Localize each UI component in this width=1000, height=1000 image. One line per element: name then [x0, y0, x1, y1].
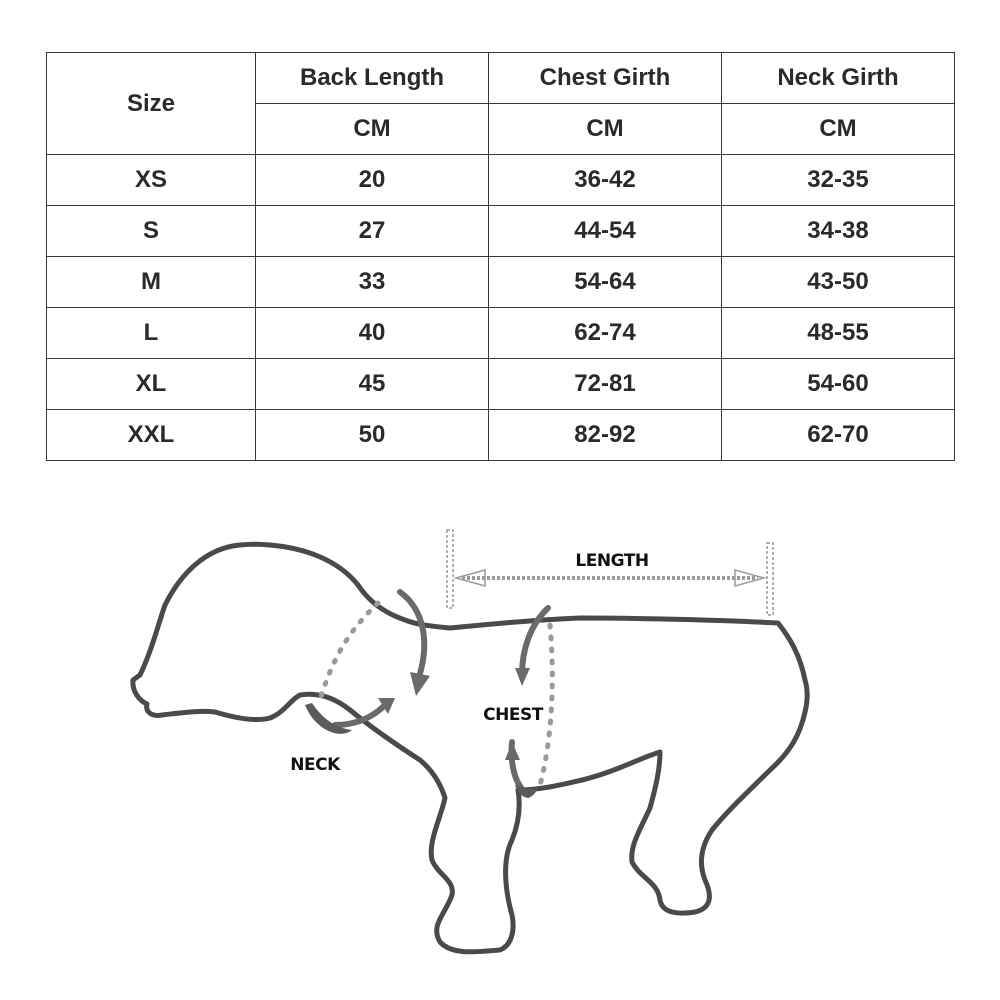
- table-row: [47, 206, 955, 257]
- header-chest-girth: Chest Girth: [489, 53, 722, 104]
- cell-back-length: 40: [256, 308, 489, 359]
- length-guide-left: [447, 530, 453, 608]
- cell-chest-girth: 82-92: [489, 410, 722, 461]
- cell-chest-girth: 62-74: [489, 308, 722, 359]
- header-size: Size: [47, 53, 256, 155]
- cell-neck-girth: 43-50: [722, 257, 955, 308]
- chest-arrowhead-upper: [515, 668, 530, 686]
- cell-chest-girth: 36-42: [489, 155, 722, 206]
- table-header-row: [47, 53, 955, 104]
- cell-back-length: 33: [256, 257, 489, 308]
- cell-back-length: 45: [256, 359, 489, 410]
- cell-neck-girth: 48-55: [722, 308, 955, 359]
- cell-neck-girth: 32-35: [722, 155, 955, 206]
- neck-measure-dots: [320, 603, 378, 700]
- table-row: [47, 155, 955, 206]
- length-label: LENGTH: [575, 551, 649, 571]
- cell-chest-girth: 44-54: [489, 206, 722, 257]
- header-neck-girth: Neck Girth: [722, 53, 955, 104]
- neck-label: NECK: [290, 755, 340, 775]
- cell-neck-girth: 34-38: [722, 206, 955, 257]
- table-row: [47, 308, 955, 359]
- cell-size: L: [47, 308, 256, 359]
- cell-neck-girth: 62-70: [722, 410, 955, 461]
- table-row: [47, 410, 955, 461]
- cell-chest-girth: 54-64: [489, 257, 722, 308]
- cell-size: S: [47, 206, 256, 257]
- cell-size: M: [47, 257, 256, 308]
- size-chart-table: [46, 52, 955, 461]
- cell-back-length: 27: [256, 206, 489, 257]
- unit-chest-girth: CM: [489, 104, 722, 155]
- length-guide-right: [767, 543, 773, 615]
- unit-back-length: CM: [256, 104, 489, 155]
- chest-label: CHEST: [483, 705, 543, 725]
- cell-size: XS: [47, 155, 256, 206]
- cell-neck-girth: 54-60: [722, 359, 955, 410]
- cell-size: XL: [47, 359, 256, 410]
- unit-neck-girth: CM: [722, 104, 955, 155]
- table-row: [47, 257, 955, 308]
- cell-size: XXL: [47, 410, 256, 461]
- cell-back-length: 50: [256, 410, 489, 461]
- length-arrowhead-left: [456, 570, 485, 586]
- table-row: [47, 359, 955, 410]
- dog-measurement-diagram: [0, 500, 1000, 1000]
- header-back-length: Back Length: [256, 53, 489, 104]
- cell-back-length: 20: [256, 155, 489, 206]
- neck-arrowhead-upper: [410, 672, 430, 696]
- chest-arrowhead-lower: [505, 742, 520, 760]
- cell-chest-girth: 72-81: [489, 359, 722, 410]
- dog-outline: [133, 544, 807, 952]
- neck-arrow-upper: [400, 592, 424, 680]
